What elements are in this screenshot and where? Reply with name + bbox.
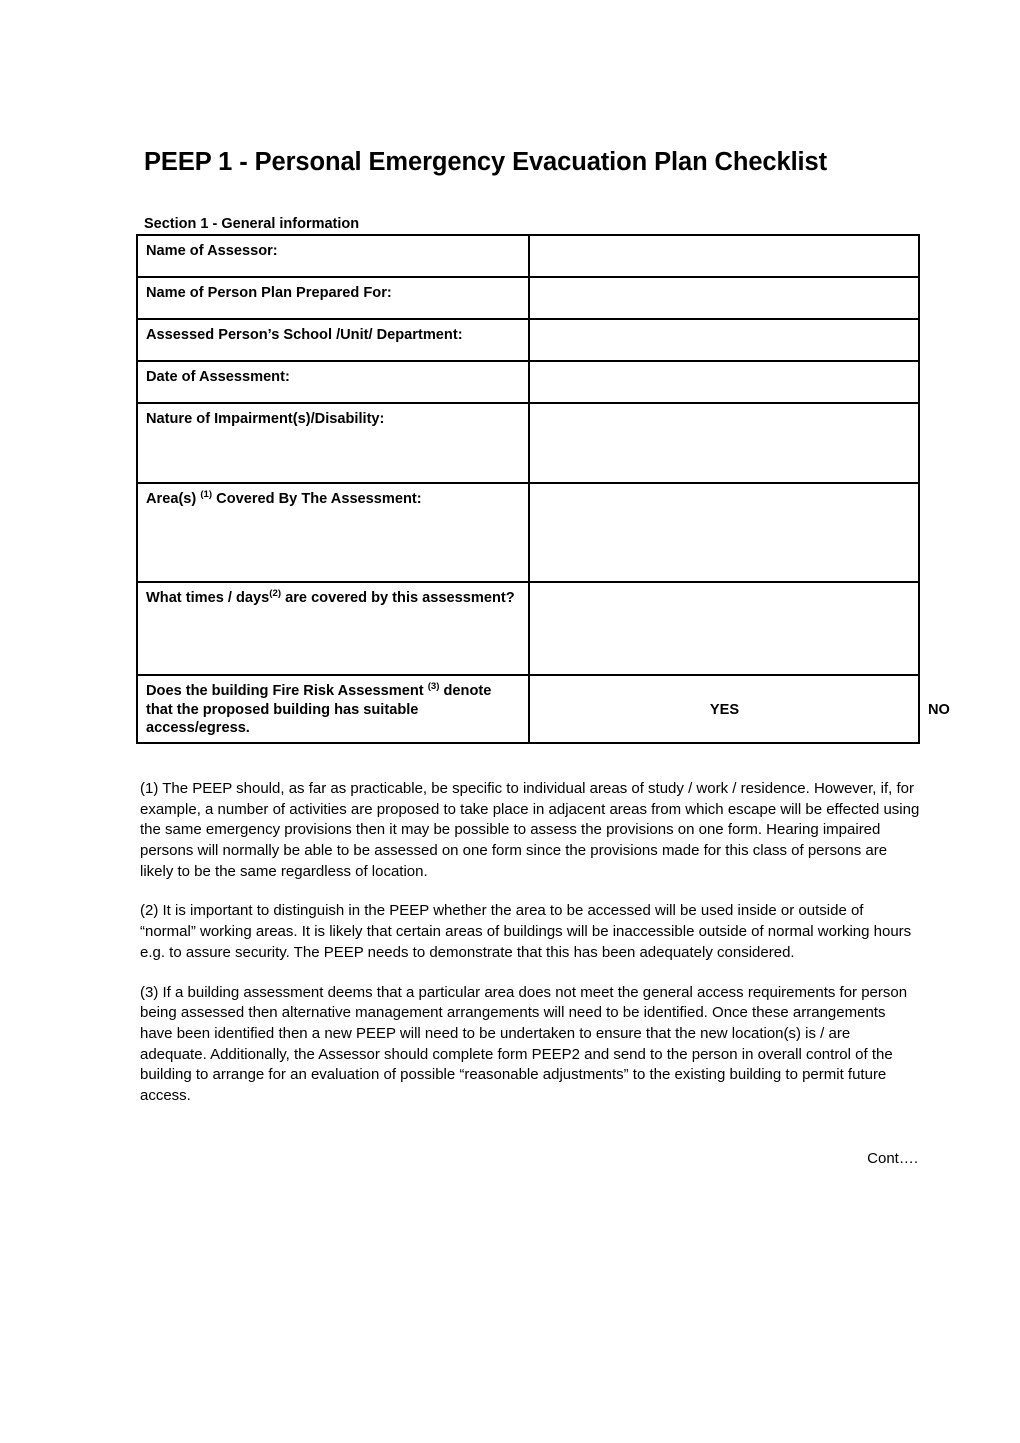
field-label-times-days-text-before: What times / days — [146, 590, 270, 606]
footnote-3: (3) If a building assessment deems that a particular area does not meet the general access requirements for person being assessed then alternative management arrangements will need to be identified. Once these arrangements have been identified then a new PEEP will need to be undertaken to ensure that the new location(s) is / are adequate. Additionally, the Assessor should complete form PEEP2 and send to the person in overall control of the building to arrange for an evaluation of possible “reasonable adjustments” to the existing building to permit future access. — [140, 983, 908, 1104]
field-label-areas-covered — [137, 483, 529, 582]
field-label-nature-of-impairment: Nature of Impairment(s)/Disability: — [137, 403, 529, 483]
field-value-date-of-assessment[interactable] — [529, 361, 919, 403]
field-value-times-days-covered[interactable] — [529, 582, 919, 675]
field-label-name-of-person-plan-prepared-for: Name of Person Plan Prepared For: — [137, 277, 529, 319]
footnote-marker-2: (2) — [269, 588, 282, 600]
table-row — [137, 319, 919, 361]
continuation-note: Cont…. — [867, 1150, 918, 1167]
table-row — [137, 483, 919, 582]
field-label-fire-risk-assessment — [137, 675, 529, 743]
table-row — [137, 361, 919, 403]
field-label-name-of-assessor: Name of Assessor: — [137, 235, 529, 277]
field-label-date-of-assessment: Date of Assessment: — [137, 361, 529, 403]
field-label-school-unit-department: Assessed Person’s School /Unit/ Department: — [137, 319, 529, 361]
field-value-nature-of-impairment[interactable] — [529, 403, 919, 483]
table-row-fire-risk-assessment: Does the building Fire Risk Assessment $^{(3)}$ denote that the proposed building has suitable access/egress. YES NO — [137, 675, 919, 743]
footnote-marker-1: (1) — [200, 489, 213, 501]
field-label-areas-covered-text-after: Covered By The Assessment: — [212, 491, 422, 507]
field-label-times-days-text-after: are covered by this assessment? — [281, 590, 515, 606]
footnote-2: (2) It is important to distinguish in the PEEP whether the area to be accessed will be used inside or outside of “normal” working areas. It is likely that certain areas of buildings will be inaccessible outside of normal working hours e.g. to assure security. The PEEP needs to demonstrate that this has been adequately considered. — [140, 902, 912, 961]
page-title: PEEP 1 - Personal Emergency Evacuation Plan Checklist — [144, 148, 828, 177]
table-row — [137, 277, 919, 319]
field-label-times-days-covered — [137, 582, 529, 675]
table-row — [137, 235, 919, 277]
field-label-areas-covered-text-before: Area(s) — [146, 491, 201, 507]
field-value-name-of-assessor[interactable] — [529, 235, 919, 277]
footnote-1: (1) The PEEP should, as far as practicable, be specific to individual areas of study / work / residence. However, if, for example, a number of activities are proposed to take place in adjacent areas from which escape will be effected using the same emergency provisions then it may be possible to assess the provisions on one form. Hearing impaired persons will normally be able to be assessed on one form since the provisions made for this class of persons are likely to be the same regardless of location. — [140, 780, 920, 880]
footnote-marker-3: (3) — [427, 681, 440, 693]
table-row — [137, 403, 919, 483]
field-label-fire-risk-text-after: denote that the proposed building has suitable access/egress. — [146, 683, 492, 737]
answer-option-yes[interactable]: YES — [529, 675, 919, 743]
section-heading: Section 1 - General information — [144, 216, 360, 232]
field-value-name-of-person-plan-prepared-for[interactable] — [529, 277, 919, 319]
field-value-school-unit-department[interactable] — [529, 319, 919, 361]
field-label-fire-risk-text-before: Does the building Fire Risk Assessment — [146, 683, 428, 699]
general-information-table — [136, 234, 950, 744]
footnotes-section — [140, 779, 920, 1126]
field-value-areas-covered[interactable] — [529, 483, 919, 582]
table-row — [137, 582, 919, 675]
